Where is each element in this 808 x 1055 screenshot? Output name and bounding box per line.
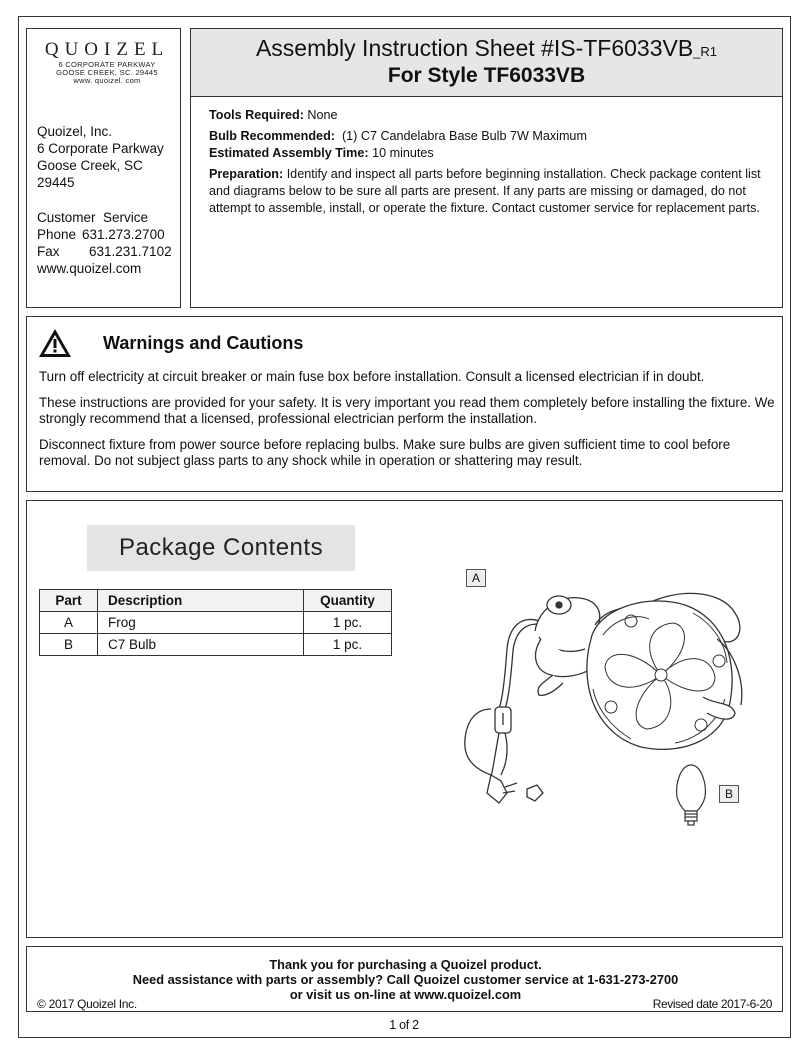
tools-value: None <box>307 108 338 122</box>
bulb-value: (1) C7 Candelabra Base Bulb 7W Maximum <box>341 129 587 143</box>
label-part-a: A <box>466 569 486 587</box>
c7-bulb-illustration <box>671 761 711 827</box>
revision: _R1 <box>693 44 718 59</box>
phone-number: 631.273.2700 <box>82 227 165 242</box>
instruction-header <box>190 28 783 308</box>
warning-paragraph-1: Turn off electricity at circuit breaker or main fuse box before installation. Consult a licensed electrician if in doubt. <box>39 369 705 384</box>
page-number: 1 of 2 <box>389 1018 419 1032</box>
copyright: © 2017 Quoizel Inc. <box>37 997 137 1011</box>
parts-table <box>39 589 392 656</box>
tools-required <box>209 107 764 124</box>
header-description: Description <box>98 590 304 612</box>
style-title: For Style TF6033VB <box>387 64 586 87</box>
warning-triangle-icon <box>37 327 73 359</box>
assembly-info <box>191 97 782 217</box>
company-zip: 29445 <box>37 175 75 190</box>
prep-value: Identify and inspect all parts before beginning installation. Check package content list and diagrams below to be sure all parts are present. If any parts are missing or damaged, do not attempt to assemble, install, or operate the fixture. Contact customer service for replacement parts. <box>209 167 761 215</box>
package-contents-title: Package Contents <box>87 525 355 571</box>
company-city: Goose Creek, SC <box>37 158 143 173</box>
table-row <box>40 612 392 634</box>
bulb-label: Bulb Recommended: <box>209 129 335 143</box>
warning-paragraph-2: These instructions are provided for your safety. It is very important you read them completely before installing the fixture. We strongly recommend that a licensed, professional electrician perform the installation. <box>39 395 775 426</box>
warnings-text <box>39 369 779 479</box>
contact-panel <box>26 28 181 308</box>
thank-you-message <box>27 957 784 1002</box>
warning-paragraph-3: Disconnect fixture from power source before replacing bulbs. Make sure bulbs are given sufficient time to cool before removal. Do not subject glass parts to any shock while in operation or shattering may result. <box>39 437 731 468</box>
sheet-title <box>191 35 782 62</box>
preparation <box>209 166 764 217</box>
fax-row <box>37 243 172 260</box>
company-street: 6 Corporate Parkway <box>37 141 164 156</box>
quoizel-logo <box>39 39 175 85</box>
fax-number: 631.231.7102 <box>89 244 172 259</box>
service-website: www.quoizel.com <box>37 261 142 276</box>
revised-date: Revised date 2017-6-20 <box>652 997 772 1011</box>
prep-label: Preparation: <box>209 167 284 181</box>
thanks-line-2: Need assistance with parts or assembly? Call Quoizel customer service at 1-631-273-2700 <box>132 972 679 987</box>
warnings-section <box>26 316 783 492</box>
table-row <box>40 634 392 656</box>
service-title: Customer Service <box>37 210 149 225</box>
assembly-time <box>209 145 764 162</box>
logo-address-line2: GOOSE CREEK, SC. 29445 <box>56 68 158 77</box>
time-label: Estimated Assembly Time: <box>209 146 369 160</box>
sheet-title-text: Assembly Instruction Sheet #IS-TF6033VB <box>255 35 694 61</box>
logo-address-line1: 6 CORPORATE PARKWAY <box>58 60 156 69</box>
bulb-recommended <box>209 128 764 145</box>
part-quantity: 1 pc. <box>304 612 392 634</box>
header-quantity: Quantity <box>304 590 392 612</box>
part-id: B <box>40 634 98 656</box>
title-bar <box>191 29 782 97</box>
tools-label: Tools Required: <box>209 108 304 122</box>
part-id: A <box>40 612 98 634</box>
phone-label: Phone <box>37 227 77 242</box>
header-part: Part <box>40 590 98 612</box>
logo-website: www. quoizel. com <box>73 76 141 85</box>
parts-table-header <box>40 590 392 612</box>
company-address <box>37 123 164 191</box>
logo-name: QUOIZEL <box>44 39 170 60</box>
part-description: C7 Bulb <box>98 634 304 656</box>
footer-section <box>26 946 783 1012</box>
time-value: 10 minutes <box>372 146 434 160</box>
thanks-line-3: or visit us on-line at www.quoizel.com <box>289 987 522 1002</box>
customer-service <box>37 209 172 277</box>
warnings-title: Warnings and Cautions <box>103 333 304 353</box>
package-contents-section <box>26 500 783 938</box>
part-quantity: 1 pc. <box>304 634 392 656</box>
company-name: Quoizel, Inc. <box>37 124 113 139</box>
thanks-line-1: Thank you for purchasing a Quoizel product. <box>269 957 542 972</box>
phone-row <box>37 226 172 243</box>
label-part-b: B <box>719 785 739 803</box>
part-description: Frog <box>98 612 304 634</box>
fax-label: Fax <box>37 244 60 259</box>
